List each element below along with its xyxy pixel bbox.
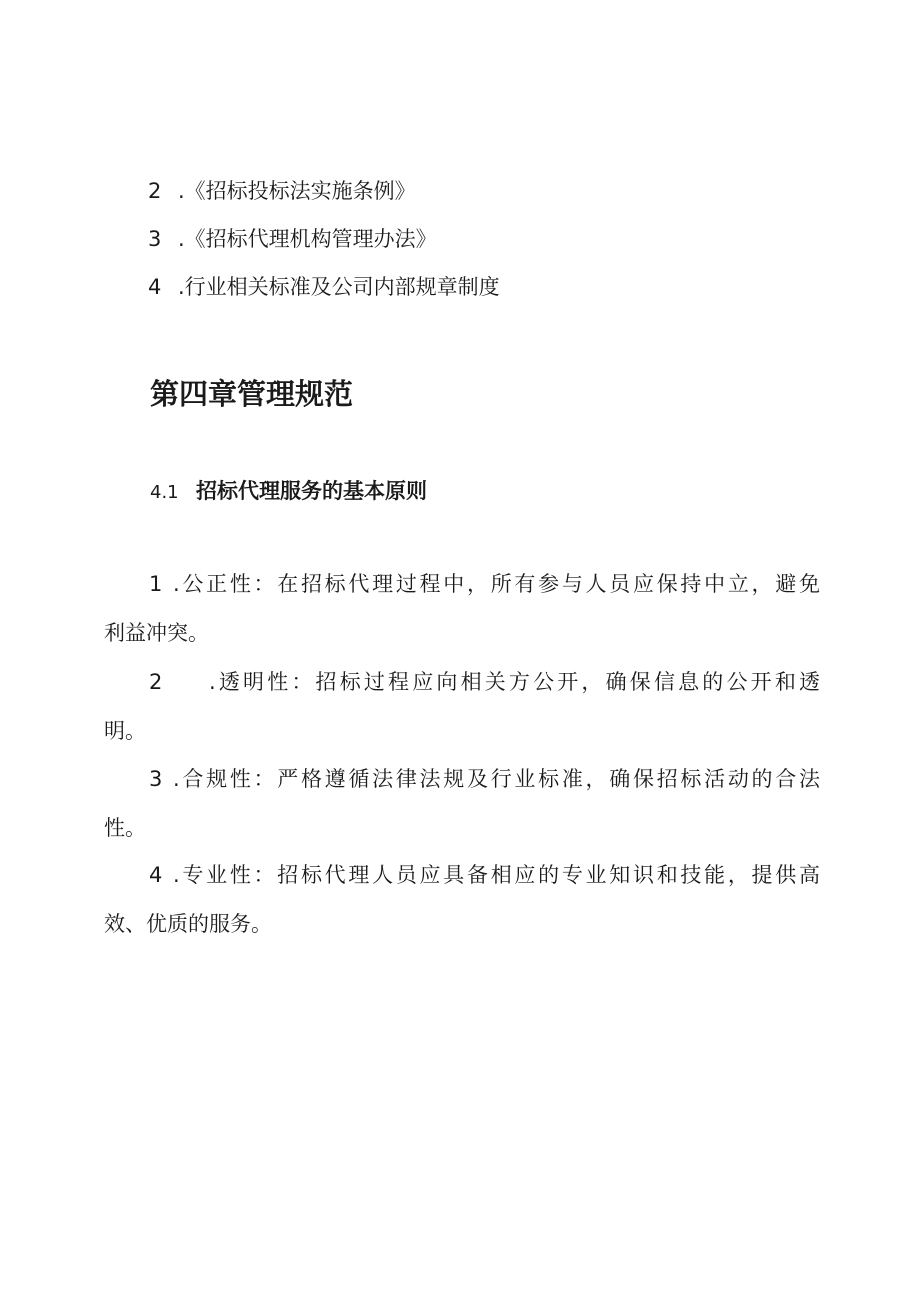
principle-line bbox=[104, 851, 820, 900]
principle-number: 4 bbox=[149, 863, 163, 887]
principle-line bbox=[104, 560, 820, 609]
principle-continuation: 效、优质的服务。 bbox=[104, 912, 272, 936]
principle-text: .合规性：严格遵循法律法规及行业标准，确保招标活动的合法 bbox=[173, 767, 820, 791]
principle-number: 2 bbox=[149, 670, 163, 694]
section-number: 4.1 bbox=[150, 482, 179, 503]
principle-text: .公正性：在招标代理过程中，所有参与人员应保持中立，避免 bbox=[173, 572, 820, 596]
principle-text: .透明性：招标过程应向相关方公开，确保信息的公开和透 bbox=[209, 670, 820, 694]
reference-item bbox=[148, 225, 437, 253]
reference-text: .《招标代理机构管理办法》 bbox=[178, 227, 437, 251]
reference-item bbox=[148, 177, 416, 205]
principle-line bbox=[104, 755, 820, 804]
principle-paragraph bbox=[104, 560, 820, 658]
section-heading bbox=[150, 476, 427, 508]
principle-number: 1 bbox=[149, 572, 163, 596]
reference-item bbox=[148, 273, 500, 301]
reference-text: .行业相关标准及公司内部规章制度 bbox=[178, 275, 500, 299]
principle-paragraph bbox=[104, 851, 820, 949]
reference-number: 3 bbox=[148, 227, 162, 251]
principle-paragraph bbox=[104, 755, 820, 853]
reference-number: 2 bbox=[148, 179, 162, 203]
reference-number: 4 bbox=[148, 275, 162, 299]
chapter-title: 第四章管理规范 bbox=[150, 377, 354, 411]
principle-continuation: 性。 bbox=[104, 816, 146, 840]
principle-paragraph bbox=[104, 658, 820, 756]
section-title: 招标代理服务的基本原则 bbox=[196, 479, 427, 503]
principle-continuation: 利益冲突。 bbox=[104, 621, 209, 645]
principle-text: .专业性：招标代理人员应具备相应的专业知识和技能，提供高 bbox=[173, 863, 820, 887]
principle-line bbox=[104, 658, 820, 707]
reference-text: .《招标投标法实施条例》 bbox=[178, 179, 416, 203]
principle-continuation: 明。 bbox=[104, 719, 146, 743]
principle-number: 3 bbox=[149, 767, 163, 791]
